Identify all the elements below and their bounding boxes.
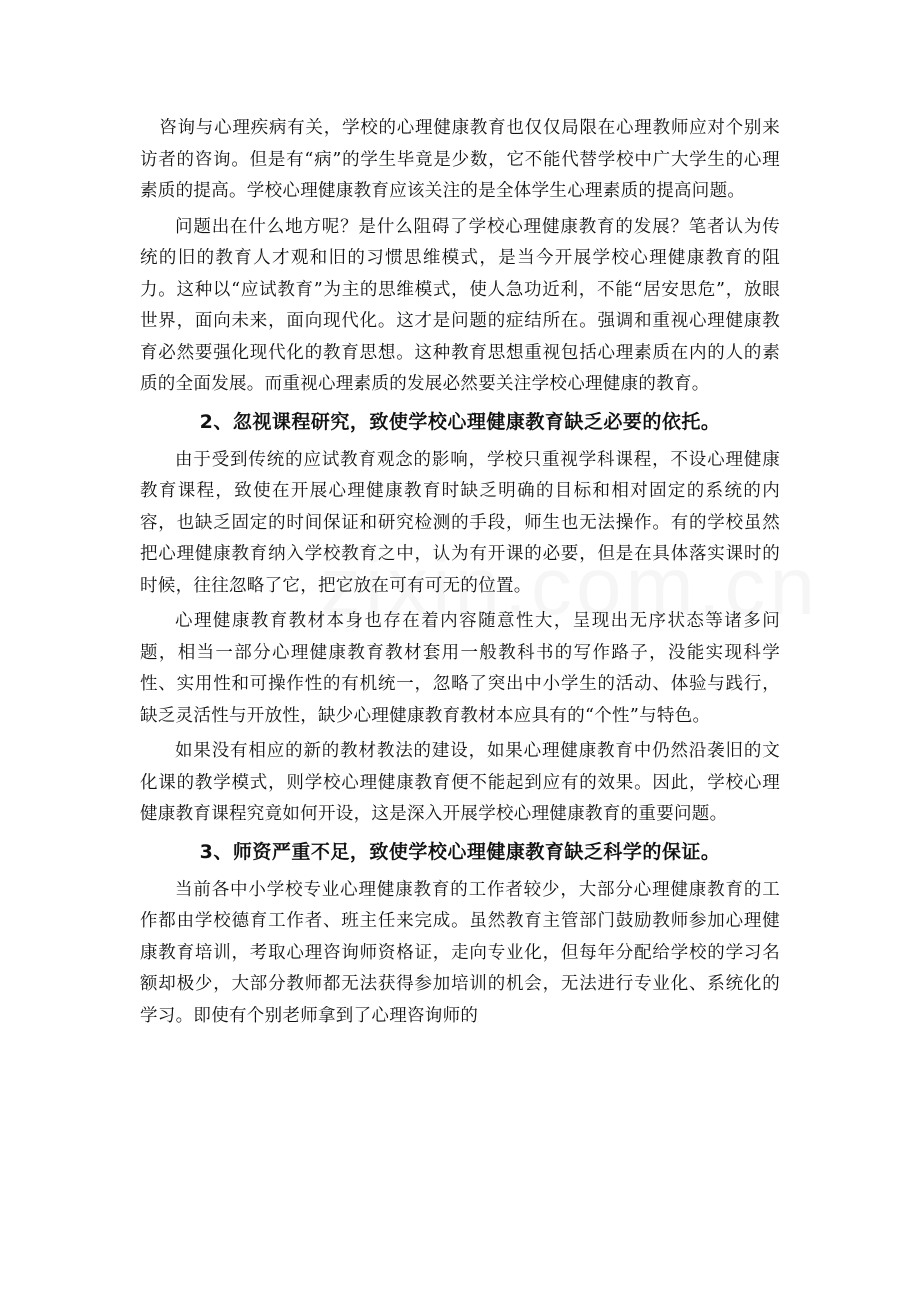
paragraph-2: 问题出在什么地方呢？是什么阻碍了学校心理健康教育的发展？笔者认为传统的旧的教育人才观和旧的习惯思维模式，是当今开展学校心理健康教育的阻力。这种以“应试教育”为主的思维模式，使人急功近利，不能“居安思危”，放眼世界，面向未来，面向现代化。这才是问题的症结所在。强调和重视心理健康教育必然要强化现代化的教育思想。这种教育思想重视包括心理素质在内的人的素质的全面发展。而重视心理素质的发展必然要关注学校心理健康的教育。 <box>140 216 780 394</box>
paragraph-4: 心理健康教育教材本身也存在着内容随意性大，呈现出无序状态等诸多问题，相当一部分心理健康教育教材套用一般教科书的写作路子，没能实现科学性、实用性和可操作性的有机统一，忽略了突出中小学生的活动、体验与践行，缺乏灵活性与开放性，缺少心理健康教育教材本应具有的“个性”与特色。 <box>140 611 780 726</box>
section-heading-3: 3、师资严重不足，致使学校心理健康教育缺乏科学的保证。 <box>199 840 721 863</box>
paragraph-6: 当前各中小学校专业心理健康教育的工作者较少，大部分心理健康教育的工作都由学校德育工作者、班主任来完成。虽然教育主管部门鼓励教师参加心理健康教育培训，考取心理咨询师资格证，走向专业化，但每年分配给学校的学习名额却极少，大部分教师都无法获得参加培训的机会，无法进行专业化、系统化的学习。即使有个别老师拿到了心理咨询师的 <box>140 879 780 1026</box>
section-heading-2: 2、忽视课程研究，致使学校心理健康教育缺乏必要的依托。 <box>199 410 721 433</box>
paragraph-3: 由于受到传统的应试教育观念的影响，学校只重视学科课程，不设心理健康教育课程，致使在开展心理健康教育时缺乏明确的目标和相对固定的系统的内容，也缺乏固定的时间保证和研究检测的手段，师生也无法操作。有的学校虽然把心理健康教育纳入学校教育之中，认为有开课的必要，但是在具体落实课时的时候，往往忽略了它，把它放在可有可无的位置。 <box>140 449 780 596</box>
paragraph-1: 咨询与心理疾病有关，学校的心理健康教育也仅仅局限在心理教师应对个别来访者的咨询。但是有“病”的学生毕竟是少数，它不能代替学校中广大学生的心理素质的提高。学校心理健康教育应该关注的是全体学生心理素质的提高问题。 <box>140 118 780 201</box>
document-body <box>140 113 780 1036</box>
paragraph-5: 如果没有相应的新的教材教法的建设，如果心理健康教育中仍然沿袭旧的文化课的教学模式，则学校心理健康教育便不能起到应有的效果。因此，学校心理健康教育课程究竟如何开设，这是深入开展学校心理健康教育的重要问题。 <box>140 741 780 824</box>
